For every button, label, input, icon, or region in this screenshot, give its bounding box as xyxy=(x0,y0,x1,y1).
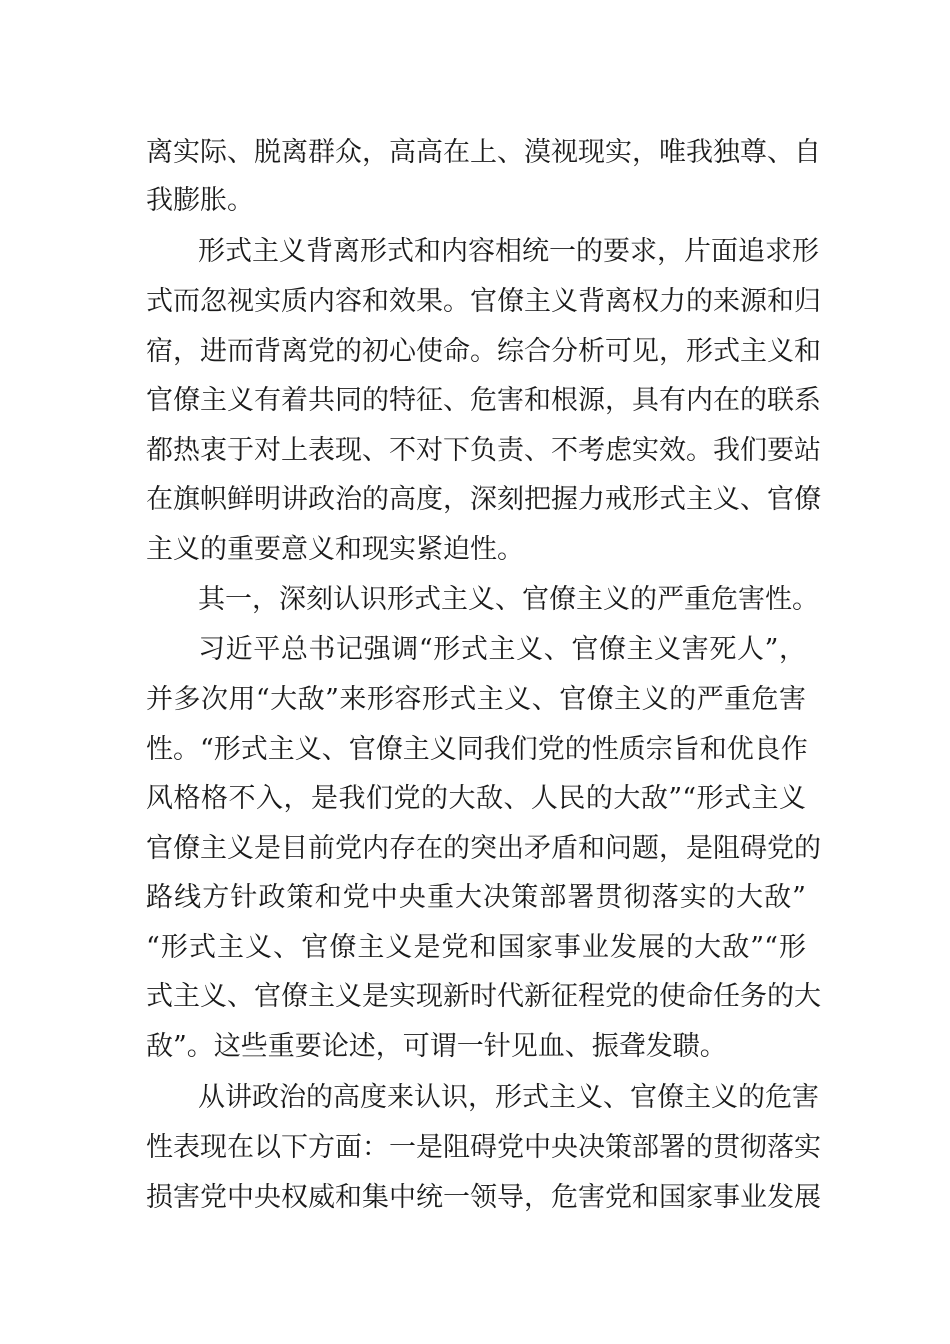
text-line: “形式主义、官僚主义是党和国家事业发展的大敌”“形 xyxy=(146,932,806,963)
text-line: 官僚主义是目前党内存在的突出矛盾和问题，是阻碍党的 xyxy=(146,833,821,864)
paragraph-start-line: 形式主义背离形式和内容相统一的要求，片面追求形 xyxy=(198,236,819,267)
text-line: 风格格不入，是我们党的大敌、人民的大敌”“形式主义 xyxy=(146,783,806,814)
text-line: 敌”。这些重要论述，可谓一针见血、振聋发聩。 xyxy=(146,1031,727,1062)
paragraph-start-line: 从讲政治的高度来认识，形式主义、官僚主义的危害 xyxy=(198,1082,819,1113)
paragraph-start-line: 习近平总书记强调“形式主义、官僚主义害死人”， xyxy=(198,634,806,665)
text-line: 路线方针政策和党中央重大决策部署贯彻落实的大敌” xyxy=(146,882,806,913)
text-line: 都热衷于对上表现、不对下负责、不考虑实效。我们要站 xyxy=(146,435,821,466)
text-line: 宿，进而背离党的初心使命。综合分析可见，形式主义和 xyxy=(146,336,821,367)
text-line: 并多次用“大敌”来形容形式主义、官僚主义的严重危害 xyxy=(146,684,806,715)
text-line: 损害党中央权威和集中统一领导，危害党和国家事业发展 xyxy=(146,1182,821,1213)
text-line: 性。“形式主义、官僚主义同我们党的性质宗旨和优良作 xyxy=(146,734,808,765)
text-line: 式而忽视实质内容和效果。官僚主义背离权力的来源和归 xyxy=(146,286,821,317)
section-heading: 其一，深刻认识形式主义、官僚主义的严重危害性。 xyxy=(198,584,819,615)
text-line: 式主义、官僚主义是实现新时代新征程党的使命任务的大 xyxy=(146,981,821,1012)
text-line: 性表现在以下方面：一是阻碍党中央决策部署的贯彻落实 xyxy=(146,1132,821,1163)
text-line: 在旗帜鲜明讲政治的高度，深刻把握力戒形式主义、官僚 xyxy=(146,484,821,515)
text-line: 主义的重要意义和现实紧迫性。 xyxy=(146,534,524,565)
text-line: 我膨胀。 xyxy=(146,185,254,216)
text-line: 官僚主义有着共同的特征、危害和根源，具有内在的联系 xyxy=(146,385,821,416)
text-line: 离实际、脱离群众，高高在上、漠视现实，唯我独尊、自 xyxy=(146,137,821,168)
